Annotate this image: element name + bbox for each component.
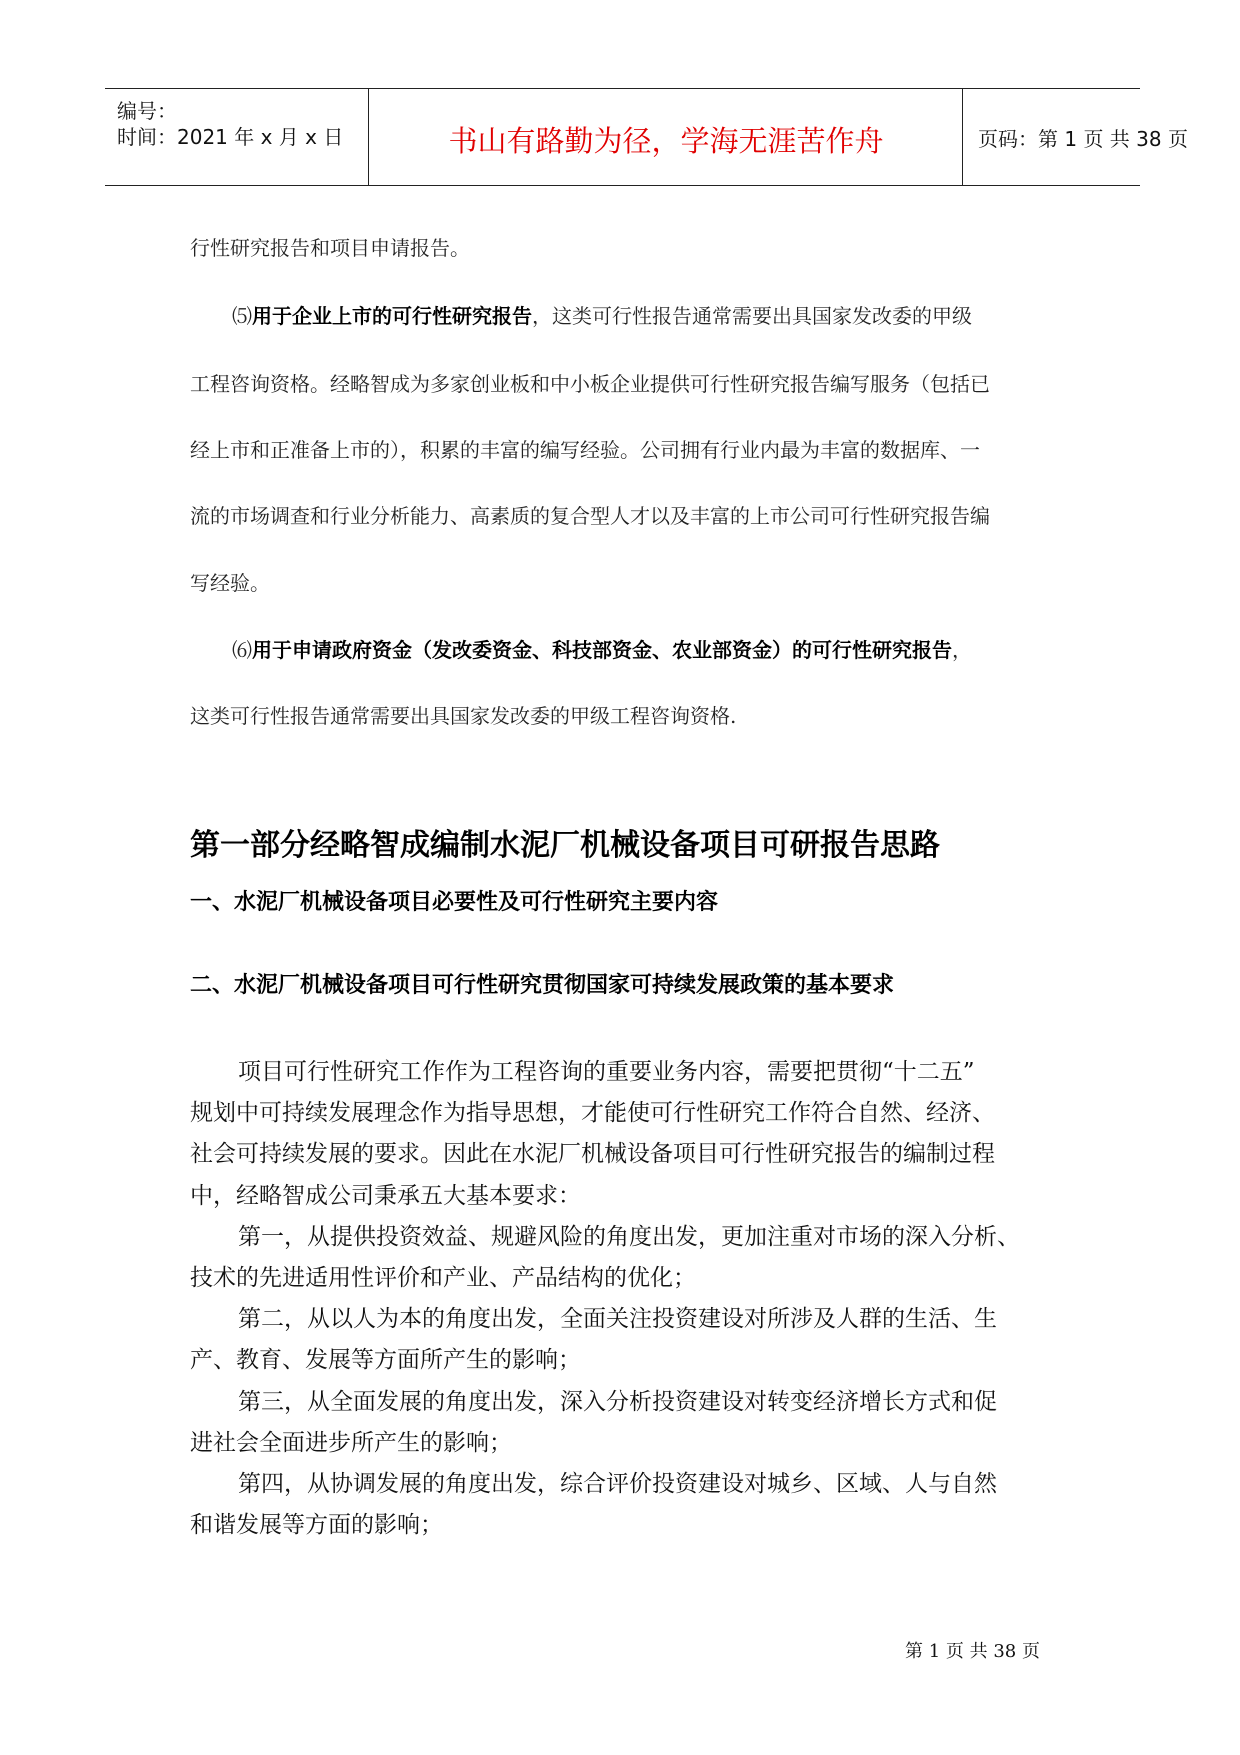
header-page-code: 页码：第 1 页 共 38 页 xyxy=(978,127,1188,151)
paragraph-line xyxy=(232,634,972,663)
subsection-heading: 一、水泥厂机械设备项目必要性及可行性研究主要内容 xyxy=(190,890,719,915)
body-line: 第四，从协调发展的角度出发，综合评价投资建设对城乡、区域、人与自然 xyxy=(238,1471,997,1497)
document-header xyxy=(105,88,1188,186)
text-span: ， xyxy=(952,638,972,662)
body-line: 规划中可持续发展理念作为指导思想，才能使可行性研究工作符合自然、经济、 xyxy=(190,1100,995,1126)
paragraph-line: 写经验。 xyxy=(190,571,270,595)
paragraph-line: 流的市场调查和行业分析能力、高素质的复合型人才以及丰富的上市公司可行性研究报告编 xyxy=(190,504,990,528)
list-marker: ⑹ xyxy=(232,638,252,662)
body-line: 项目可行性研究工作作为工程咨询的重要业务内容，需要把贯彻“十二五” xyxy=(238,1059,975,1085)
document-number-label: 编号： xyxy=(117,99,177,123)
paragraph-line: 工程咨询资格。经略智成为多家创业板和中小板企业提供可行性研究报告编写服务（包括已 xyxy=(190,372,990,396)
bold-phrase: 用于申请政府资金（发改委资金、科技部资金、农业部资金）的可行性研究报告 xyxy=(252,638,952,662)
body-line: 和谐发展等方面的影响； xyxy=(190,1512,443,1538)
text-span: ，这类可行性报告通常需要出具国家发改委的甲级 xyxy=(532,304,972,328)
header-motto: 书山有路勤为径，学海无涯苦作舟 xyxy=(448,124,884,158)
body-line: 产、教育、发展等方面所产生的影响； xyxy=(190,1347,581,1373)
body-line: 第二，从以人为本的角度出发，全面关注投资建设对所涉及人群的生活、生 xyxy=(238,1306,997,1332)
body-line: 技术的先进适用性评价和产业、产品结构的优化； xyxy=(190,1265,696,1291)
document-time-label: 时间：2021 年 x 月 x 日 xyxy=(117,125,344,149)
body-line: 中，经略智成公司秉承五大基本要求： xyxy=(190,1183,581,1209)
list-marker: ⑸ xyxy=(232,304,252,328)
header-middle-cell xyxy=(370,89,963,185)
header-left-cell xyxy=(105,89,369,185)
paragraph-line: 经上市和正准备上市的），积累的丰富的编写经验。公司拥有行业内最为丰富的数据库、一 xyxy=(190,438,980,462)
header-right-cell xyxy=(964,89,1188,185)
paragraph-line: 行性研究报告和项目申请报告。 xyxy=(190,236,470,260)
paragraph-line xyxy=(232,300,972,329)
page-footer: 第 1 页 共 38 页 xyxy=(905,1641,1040,1662)
paragraph-line: 这类可行性报告通常需要出具国家发改委的甲级工程咨询资格. xyxy=(190,704,737,728)
body-line: 第三，从全面发展的角度出发，深入分析投资建设对转变经济增长方式和促 xyxy=(238,1389,997,1415)
body-line: 第一，从提供投资效益、规避风险的角度出发，更加注重对市场的深入分析、 xyxy=(238,1224,1020,1250)
bold-phrase: 用于企业上市的可行性研究报告 xyxy=(252,304,532,328)
subsection-heading: 二、水泥厂机械设备项目可行性研究贯彻国家可持续发展政策的基本要求 xyxy=(190,973,895,998)
section-heading: 第一部分经略智成编制水泥厂机械设备项目可研报告思路 xyxy=(190,828,940,863)
body-line: 社会可持续发展的要求。因此在水泥厂机械设备项目可行性研究报告的编制过程 xyxy=(190,1141,995,1167)
body-line: 进社会全面进步所产生的影响； xyxy=(190,1430,512,1456)
